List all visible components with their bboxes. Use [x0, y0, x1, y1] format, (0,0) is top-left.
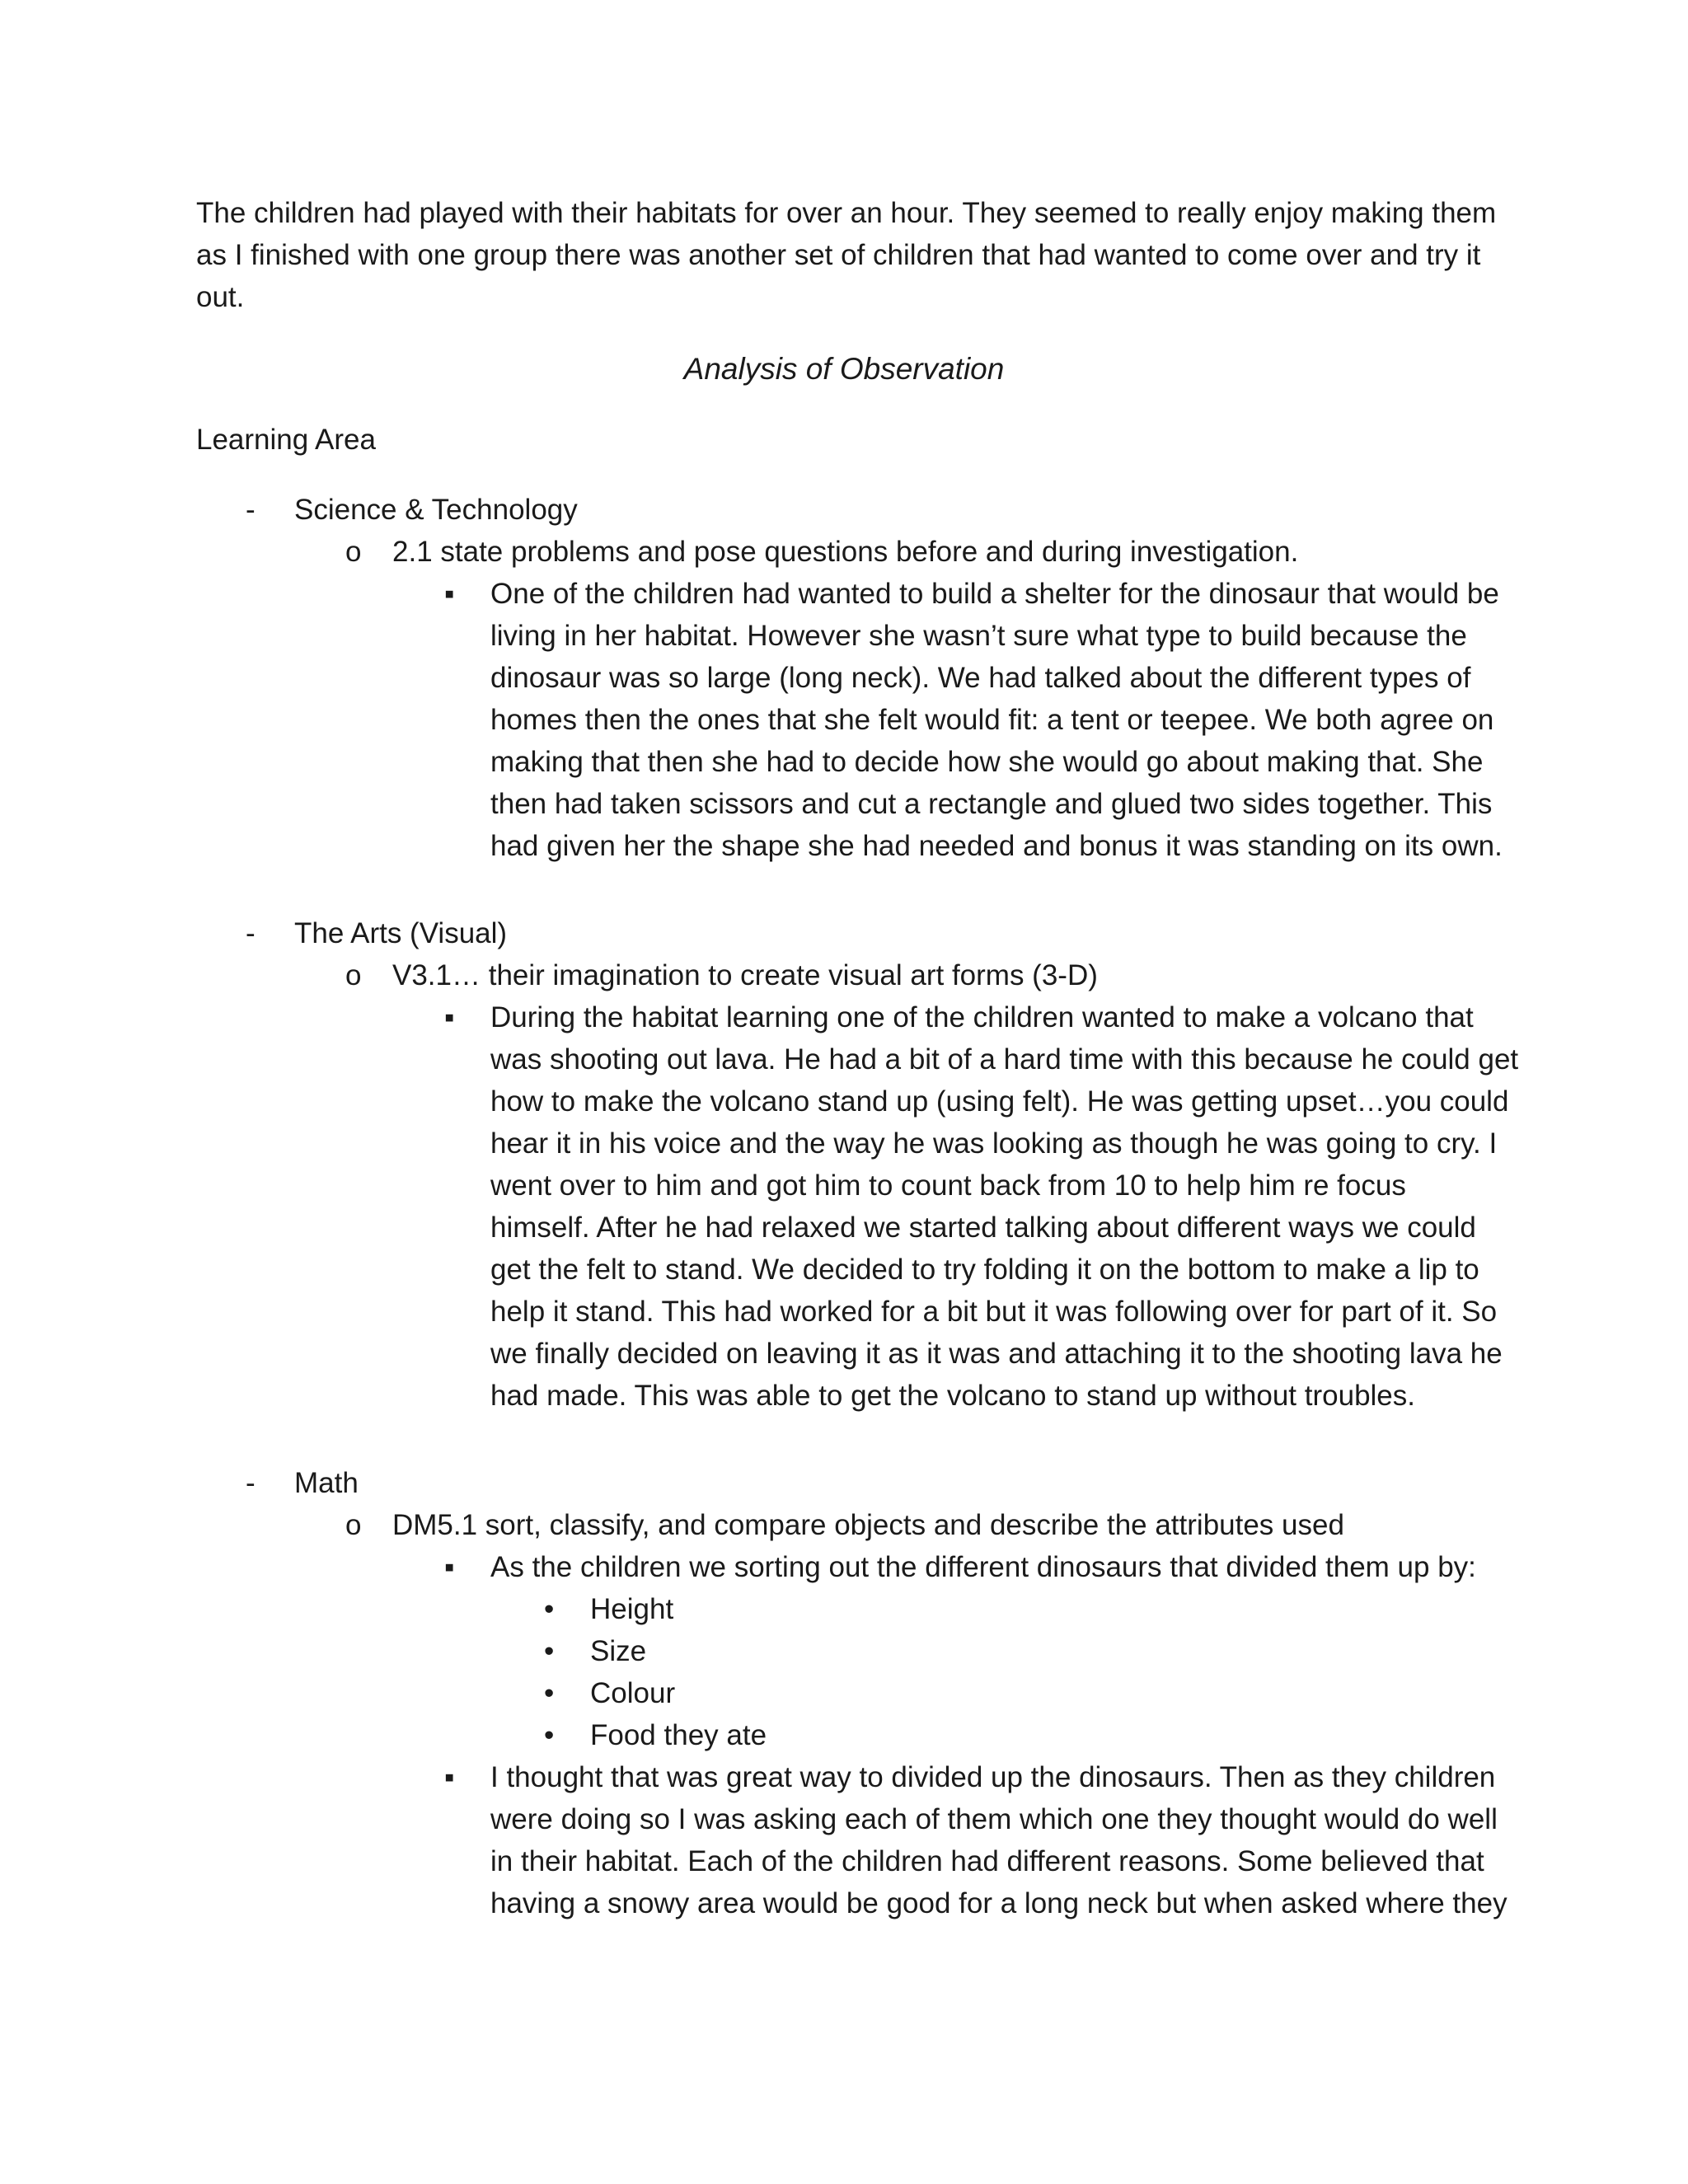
paragraph-line: went over to him and got him to count back from 10 to help him re focus — [490, 1169, 1406, 1202]
section-title: Analysis of Observation — [683, 352, 1005, 386]
circle-marker: o — [345, 959, 362, 991]
intro-line: out. — [196, 281, 245, 313]
paragraph-line: One of the children had wanted to build a shelter for the dinosaur that would be — [490, 578, 1499, 610]
intro-line: as I finished with one group there was another set of children that had wanted to come over and try it — [196, 239, 1481, 271]
paragraph-line: get the felt to stand. We decided to try folding it on the bottom to make a lip to — [490, 1254, 1479, 1286]
bullet-marker: • — [544, 1719, 555, 1751]
outcome-text: 2.1 state problems and pose questions before and during investigation. — [392, 536, 1299, 568]
outcome-text: DM5.1 sort, classify, and compare objects and describe the attributes used — [392, 1509, 1344, 1541]
bullet-marker: • — [544, 1635, 555, 1667]
circle-marker: o — [345, 536, 362, 568]
outcome-text: V3.1… their imagination to create visual art forms (3-D) — [392, 959, 1098, 991]
paragraph-line: were doing so I was asking each of them which one they thought would do well — [490, 1803, 1498, 1835]
paragraph-line: then had taken scissors and cut a rectangle and glued two sides together. This — [490, 788, 1493, 820]
dash-marker: - — [246, 494, 256, 526]
paragraph-line: dinosaur was so large (long neck). We had talked about the different types of — [490, 662, 1471, 694]
paragraph-line: homes then the ones that she felt would fit: a tent or teepee. We both agree on — [490, 704, 1494, 736]
paragraph-line: was shooting out lava. He had a bit of a hard time with this because he could get — [490, 1043, 1519, 1076]
subject-heading: The Arts (Visual) — [294, 917, 508, 949]
paragraph-line: making that then she had to decide how she would go about making that. She — [490, 746, 1484, 778]
bullet-marker: • — [544, 1677, 555, 1709]
paragraph-line: During the habitat learning one of the children wanted to make a volcano that — [490, 1001, 1474, 1033]
list-item: Size — [590, 1635, 647, 1667]
paragraph-line: had given her the shape she had needed and bonus it was standing on its own. — [490, 830, 1503, 862]
paragraph-line: how to make the volcano stand up (using felt). He was getting upset…you could — [490, 1085, 1509, 1118]
dash-marker: - — [246, 917, 256, 949]
square-marker: ▪ — [444, 1551, 455, 1583]
paragraph-line: help it stand. This had worked for a bit but it was following over for part of it. So — [490, 1296, 1498, 1328]
paragraph-line: himself. After he had relaxed we started talking about different ways we could — [490, 1212, 1476, 1244]
intro-line: The children had played with their habitats for over an hour. They seemed to really enjoy making them — [196, 197, 1497, 229]
paragraph-line: I thought that was great way to divided up the dinosaurs. Then as they children — [490, 1761, 1496, 1793]
circle-marker: o — [345, 1509, 362, 1541]
square-marker: ▪ — [444, 1761, 455, 1793]
learning-area-heading: Learning Area — [196, 424, 376, 456]
paragraph-line: As the children we sorting out the different dinosaurs that divided them up by: — [490, 1551, 1476, 1583]
paragraph-line: hear it in his voice and the way he was looking as though he was going to cry. I — [490, 1127, 1498, 1160]
square-marker: ▪ — [444, 1001, 455, 1033]
square-marker: ▪ — [444, 578, 455, 610]
dash-marker: - — [246, 1467, 256, 1499]
paragraph-line: in their habitat. Each of the children had different reasons. Some believed that — [490, 1845, 1484, 1877]
list-item: Height — [590, 1593, 674, 1625]
paragraph-line: had made. This was able to get the volcano to stand up without troubles. — [490, 1380, 1415, 1412]
paragraph-line: we finally decided on leaving it as it was and attaching it to the shooting lava he — [490, 1338, 1503, 1370]
paragraph-line: having a snowy area would be good for a long neck but when asked where they — [490, 1887, 1507, 1919]
subject-heading: Science & Technology — [294, 494, 578, 526]
list-item: Food they ate — [590, 1719, 767, 1751]
paragraph-line: living in her habitat. However she wasn’t sure what type to build because the — [490, 620, 1467, 652]
list-item: Colour — [590, 1677, 676, 1709]
subject-heading: Math — [294, 1467, 359, 1499]
bullet-marker: • — [544, 1593, 555, 1625]
